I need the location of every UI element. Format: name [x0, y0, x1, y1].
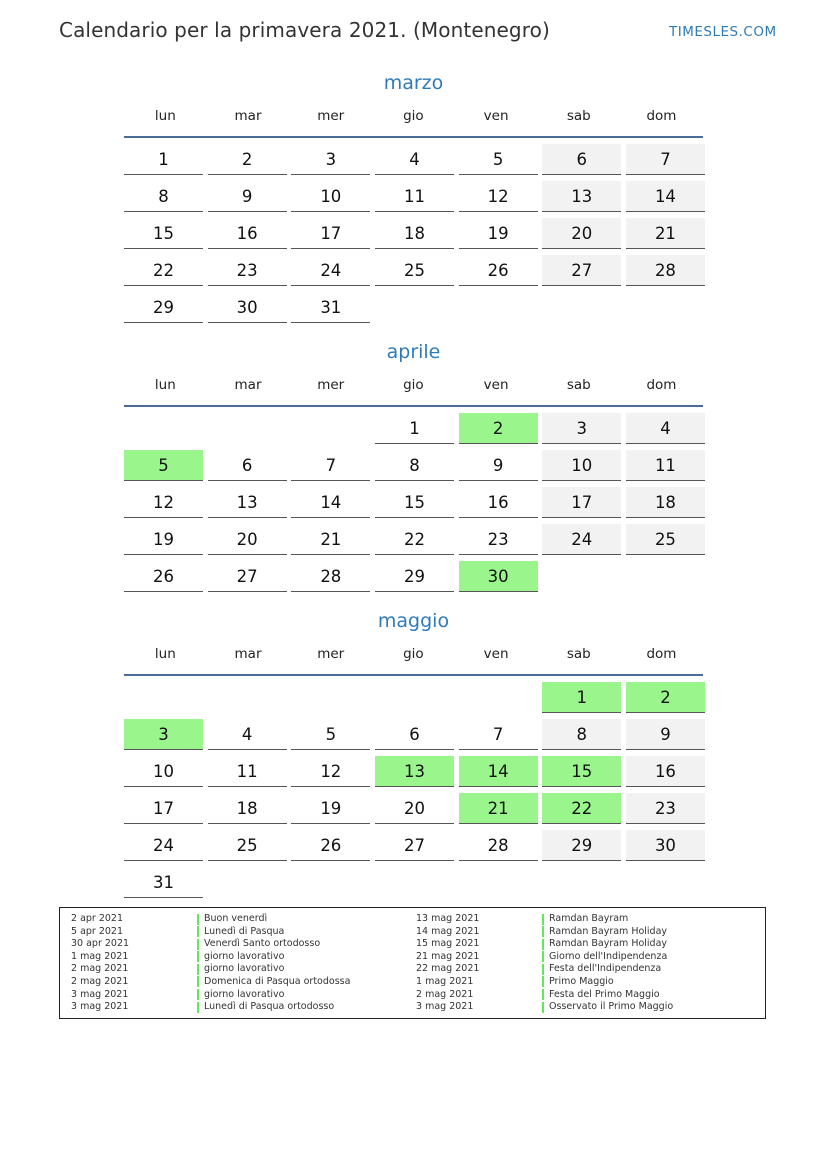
empty-day-cell: [291, 682, 370, 712]
day-cell: 5: [459, 144, 538, 175]
legend-holiday-name: Lunedì di Pasqua ortodosso: [204, 1001, 335, 1013]
day-cell: 7: [626, 144, 705, 175]
weekday-label: gio: [403, 646, 424, 662]
day-cell: 22: [124, 255, 203, 286]
month-block-maggio: [124, 606, 703, 898]
weekday-header-row: [124, 377, 703, 397]
day-cell: 23: [626, 793, 705, 824]
header-divider: [124, 405, 703, 407]
day-cell: 17: [542, 487, 621, 518]
legend-date: 3 mag 2021: [416, 1001, 474, 1013]
day-cell: 31: [124, 867, 203, 898]
weekday-label: ven: [483, 108, 509, 124]
weekday-label: dom: [646, 377, 677, 393]
legend-date: 22 mag 2021: [416, 963, 480, 975]
day-cell: 24: [291, 255, 370, 286]
weekday-label: sab: [566, 646, 591, 662]
day-cell: 9: [459, 450, 538, 481]
day-cell: 24: [124, 830, 203, 861]
header-divider: [124, 674, 703, 676]
day-cell: 14: [291, 487, 370, 518]
header-divider: [124, 136, 703, 138]
day-cell: 15: [124, 218, 203, 249]
day-cell: 15: [375, 487, 454, 518]
legend-entry: [416, 989, 673, 1002]
day-cell: 3: [291, 144, 370, 175]
day-cell: 5: [291, 719, 370, 750]
day-cell: 28: [459, 830, 538, 861]
legend-entry: [71, 963, 350, 976]
weekday-label: mar: [234, 377, 262, 393]
legend-entry: [71, 938, 350, 951]
day-cell: 12: [124, 487, 203, 518]
legend-holiday-name: Ramdan Bayram: [549, 913, 629, 924]
legend-marker: [197, 926, 199, 937]
day-cell: 28: [626, 255, 705, 286]
weekday-label: sab: [566, 377, 591, 393]
day-cell: 4: [208, 719, 287, 750]
holiday-day-cell: 5: [124, 450, 203, 481]
day-cell: 17: [291, 218, 370, 249]
day-cell: 11: [375, 181, 454, 212]
weekday-label: mar: [234, 646, 262, 662]
holiday-day-cell: 3: [124, 719, 203, 750]
day-cell: 1: [375, 413, 454, 444]
day-cell: 4: [626, 413, 705, 444]
day-cell: 25: [375, 255, 454, 286]
day-cell: 27: [375, 830, 454, 861]
weekday-label: gio: [403, 377, 424, 393]
legend-marker: [542, 914, 544, 925]
legend-marker: [542, 976, 544, 987]
legend-date: 2 apr 2021: [71, 913, 124, 924]
day-cell: 27: [542, 255, 621, 286]
legend-entry: [416, 976, 673, 989]
legend-date: 21 mag 2021: [416, 950, 480, 962]
weekday-label: lun: [154, 108, 176, 124]
day-cell: 25: [626, 524, 705, 555]
legend-marker: [197, 951, 199, 962]
day-cell: 2: [208, 144, 287, 175]
holiday-day-cell: 30: [459, 561, 538, 592]
legend-holiday-name: giorno lavorativo: [204, 963, 285, 975]
holiday-day-cell: 1: [542, 682, 621, 713]
empty-day-cell: [124, 682, 203, 712]
day-cell: 13: [542, 181, 621, 212]
legend-entry: [416, 938, 673, 951]
legend-date: 1 mag 2021: [416, 975, 474, 987]
day-cell: 20: [208, 524, 287, 555]
legend-date: 3 mag 2021: [71, 988, 129, 1000]
day-cell: 28: [291, 561, 370, 592]
legend-date: 2 mag 2021: [71, 975, 129, 987]
day-cell: 16: [208, 218, 287, 249]
month-title: aprile: [386, 341, 441, 363]
day-cell: 19: [459, 218, 538, 249]
legend-marker: [542, 964, 544, 975]
weekday-label: lun: [154, 377, 176, 393]
day-cell: 25: [208, 830, 287, 861]
legend-marker: [197, 964, 199, 975]
legend-date: 30 apr 2021: [71, 938, 130, 950]
day-cell: 16: [459, 487, 538, 518]
legend-holiday-name: Ramdan Bayram Holiday: [549, 938, 668, 950]
day-cell: 23: [459, 524, 538, 555]
day-cell: 10: [542, 450, 621, 481]
day-cell: 30: [208, 292, 287, 323]
day-cell: 1: [124, 144, 203, 175]
legend-entry: [71, 1001, 350, 1014]
legend-marker: [197, 1002, 199, 1013]
day-cell: 6: [208, 450, 287, 481]
weekday-label: ven: [483, 646, 509, 662]
holiday-day-cell: 14: [459, 756, 538, 787]
day-cell: 21: [626, 218, 705, 249]
weekday-header-row: [124, 646, 703, 666]
day-grid: [124, 682, 703, 898]
day-cell: 30: [626, 830, 705, 861]
day-cell: 26: [124, 561, 203, 592]
month-block-aprile: [124, 337, 703, 592]
weekday-label: mer: [317, 377, 345, 393]
legend-holiday-name: Osservato il Primo Maggio: [549, 1001, 674, 1013]
day-cell: 29: [124, 292, 203, 323]
day-cell: 24: [542, 524, 621, 555]
legend-holiday-name: Festa dell'Indipendenza: [549, 963, 662, 975]
legend-marker: [542, 939, 544, 950]
legend-marker: [542, 926, 544, 937]
legend-holiday-name: Venerdì Santo ortodosso: [204, 938, 321, 950]
holiday-day-cell: 22: [542, 793, 621, 824]
legend-column-right: [416, 913, 673, 1014]
day-cell: 20: [542, 218, 621, 249]
legend-marker: [542, 951, 544, 962]
day-grid: [124, 144, 703, 323]
empty-day-cell: [291, 413, 370, 443]
legend-entry: [416, 951, 673, 964]
legend-entry: [416, 963, 673, 976]
day-grid: [124, 413, 703, 592]
day-cell: 26: [459, 255, 538, 286]
legend-date: 3 mag 2021: [71, 1001, 129, 1013]
day-cell: 27: [208, 561, 287, 592]
legend-marker: [197, 914, 199, 925]
legend-holiday-name: Ramdan Bayram Holiday: [549, 925, 668, 937]
legend-marker: [197, 989, 199, 1000]
day-cell: 19: [291, 793, 370, 824]
weekday-label: dom: [646, 108, 677, 124]
day-cell: 31: [291, 292, 370, 323]
legend-holiday-name: Domenica di Pasqua ortodossa: [204, 975, 351, 987]
day-cell: 19: [124, 524, 203, 555]
month-block-marzo: [124, 68, 703, 323]
legend-holiday-name: Festa del Primo Maggio: [549, 988, 660, 1000]
weekday-label: dom: [646, 646, 677, 662]
empty-day-cell: [459, 682, 538, 712]
day-cell: 18: [375, 218, 454, 249]
legend-holiday-name: giorno lavorativo: [204, 988, 285, 1000]
day-cell: 14: [626, 181, 705, 212]
empty-day-cell: [375, 682, 454, 712]
day-cell: 8: [542, 719, 621, 750]
legend-date: 15 mag 2021: [416, 938, 480, 950]
day-cell: 9: [626, 719, 705, 750]
legend-holiday-name: Giorno dell'Indipendenza: [549, 950, 668, 962]
day-cell: 12: [291, 756, 370, 787]
legend-date: 2 mag 2021: [71, 963, 129, 975]
weekday-label: sab: [566, 108, 591, 124]
holiday-day-cell: 2: [459, 413, 538, 444]
day-cell: 11: [626, 450, 705, 481]
day-cell: 17: [124, 793, 203, 824]
legend-entry: [416, 1001, 673, 1014]
weekday-label: lun: [154, 646, 176, 662]
weekday-label: mer: [317, 646, 345, 662]
legend-holiday-name: giorno lavorativo: [204, 950, 285, 962]
weekday-label: gio: [403, 108, 424, 124]
legend-date: 5 apr 2021: [71, 925, 124, 937]
day-cell: 6: [542, 144, 621, 175]
empty-day-cell: [124, 413, 203, 443]
day-cell: 18: [626, 487, 705, 518]
day-cell: 21: [291, 524, 370, 555]
brand-link[interactable]: TIMESLES.COM: [669, 24, 777, 40]
holiday-day-cell: 15: [542, 756, 621, 787]
legend-entry: [71, 976, 350, 989]
weekday-label: mar: [234, 108, 262, 124]
day-cell: 10: [291, 181, 370, 212]
day-cell: 4: [375, 144, 454, 175]
page-title: Calendario per la primavera 2021. (Montenegro): [59, 18, 550, 42]
legend-holiday-name: Lunedì di Pasqua: [204, 925, 285, 937]
legend-date: 13 mag 2021: [416, 913, 480, 924]
day-cell: 22: [375, 524, 454, 555]
empty-day-cell: [208, 682, 287, 712]
legend-entry: [71, 989, 350, 1002]
legend-entry: [416, 913, 673, 926]
empty-day-cell: [208, 413, 287, 443]
day-cell: 10: [124, 756, 203, 787]
day-cell: 7: [459, 719, 538, 750]
legend-entry: [416, 926, 673, 939]
day-cell: 13: [208, 487, 287, 518]
legend-entry: [71, 951, 350, 964]
weekday-header-row: [124, 108, 703, 128]
legend-marker: [197, 939, 199, 950]
day-cell: 7: [291, 450, 370, 481]
legend-holiday-name: Primo Maggio: [549, 975, 614, 987]
day-cell: 20: [375, 793, 454, 824]
month-title: maggio: [377, 610, 450, 632]
legend-marker: [542, 989, 544, 1000]
day-cell: 29: [375, 561, 454, 592]
day-cell: 9: [208, 181, 287, 212]
day-cell: 3: [542, 413, 621, 444]
holiday-day-cell: 21: [459, 793, 538, 824]
weekday-label: ven: [483, 377, 509, 393]
holiday-legend: [59, 907, 766, 1019]
day-cell: 6: [375, 719, 454, 750]
weekday-label: mer: [317, 108, 345, 124]
legend-marker: [197, 976, 199, 987]
holiday-day-cell: 2: [626, 682, 705, 713]
day-cell: 23: [208, 255, 287, 286]
day-cell: 16: [626, 756, 705, 787]
day-cell: 8: [124, 181, 203, 212]
legend-entry: [71, 913, 350, 926]
day-cell: 29: [542, 830, 621, 861]
holiday-day-cell: 13: [375, 756, 454, 787]
day-cell: 26: [291, 830, 370, 861]
legend-date: 2 mag 2021: [416, 988, 474, 1000]
month-title: marzo: [383, 72, 444, 94]
legend-entry: [71, 926, 350, 939]
legend-marker: [542, 1002, 544, 1013]
legend-holiday-name: Buon venerdì: [204, 913, 268, 924]
day-cell: 18: [208, 793, 287, 824]
day-cell: 8: [375, 450, 454, 481]
day-cell: 11: [208, 756, 287, 787]
legend-column-left: [71, 913, 350, 1014]
day-cell: 12: [459, 181, 538, 212]
legend-date: 1 mag 2021: [71, 950, 129, 962]
legend-date: 14 mag 2021: [416, 925, 480, 937]
